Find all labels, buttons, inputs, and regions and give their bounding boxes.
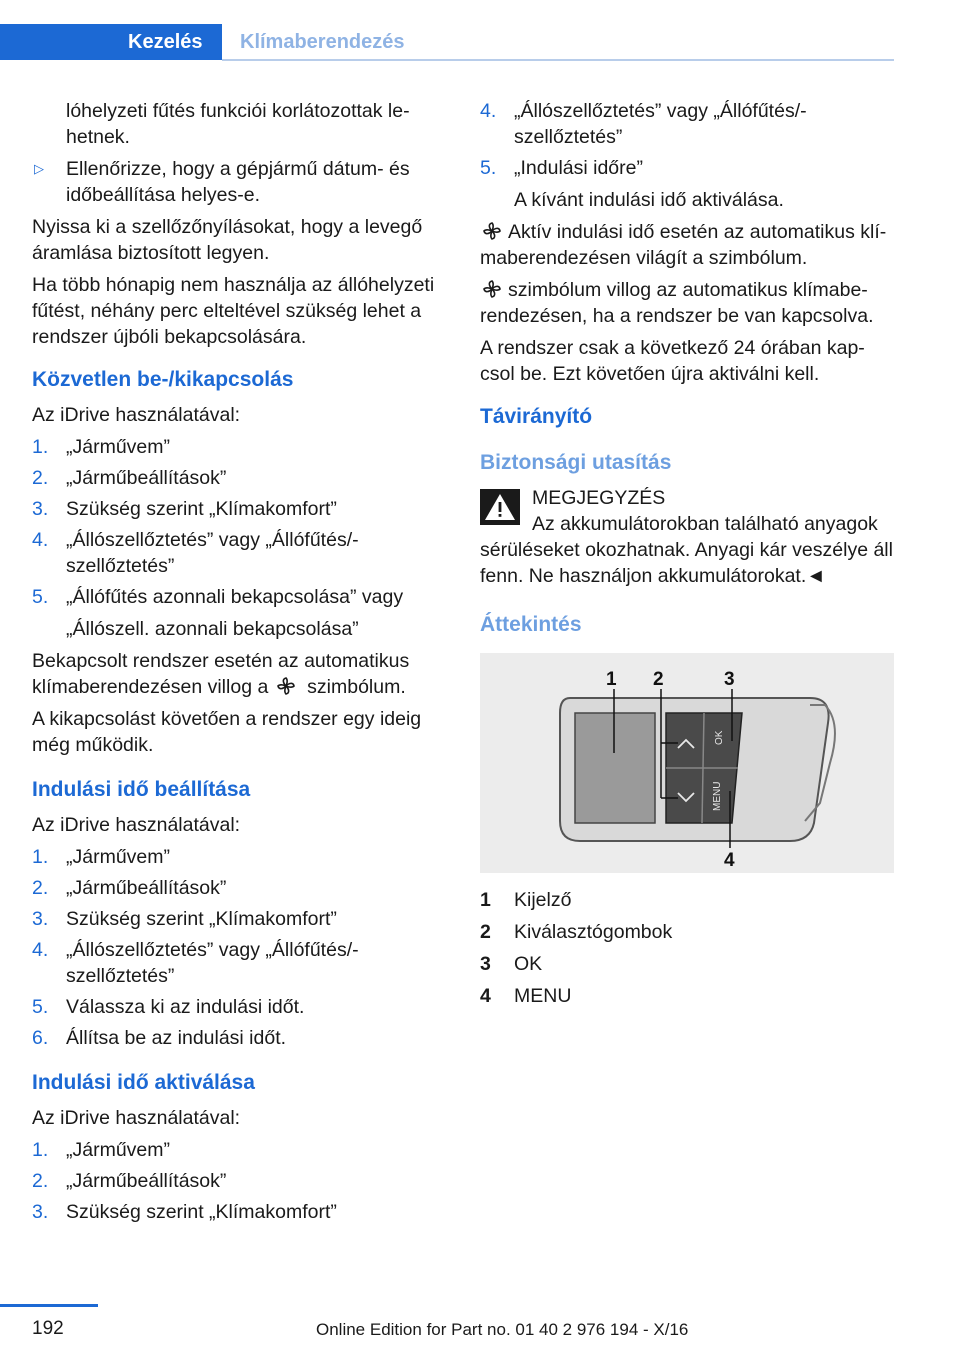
legend-row (480, 919, 898, 945)
legend-number: 2 (480, 921, 491, 943)
fan-icon (276, 676, 296, 696)
list-item (32, 1199, 442, 1225)
legend-text: OK (514, 953, 543, 975)
warning-block (480, 485, 898, 541)
paragraph: A rendszer csak a következő 24 órában kap-csol be. Ezt követően újra aktiválni kell. (480, 337, 865, 385)
list-number: 2. (32, 877, 49, 899)
list-item (32, 496, 442, 522)
legend-number: 1 (480, 889, 491, 911)
list-number: 4. (32, 529, 49, 551)
list-number: 1. (32, 846, 49, 868)
numbered-list (32, 434, 442, 610)
list-number: 5. (480, 157, 497, 179)
list-text: Szükség szerint „Klímakomfort” (66, 908, 337, 930)
callout-3: 3 (724, 669, 735, 690)
right-column (480, 98, 898, 1015)
list-text: „Járműbeállítások” (66, 877, 227, 899)
bullet-item (32, 156, 442, 208)
list-item (480, 98, 898, 150)
list-text: „Állószellőztetés” vagy „Állófűtés/-szellőztetés” (66, 529, 359, 577)
list-number: 2. (32, 1170, 49, 1192)
list-number: 1. (32, 1139, 49, 1161)
list-continuation: „Állószell. azonnali bekapcsolása” (66, 618, 359, 640)
legend-number: 4 (480, 985, 491, 1007)
bullet-text: Ellenőrizze, hogy a gépjármű dátum- és időbeállítása helyes-e. (66, 158, 410, 206)
list-number: 5. (32, 996, 49, 1018)
paragraph (480, 277, 898, 329)
figure-legend (480, 887, 898, 1009)
numbered-list (480, 98, 898, 181)
list-item (32, 875, 442, 901)
list-text: Válassza ki az indulási időt. (66, 996, 305, 1018)
list-item (32, 906, 442, 932)
list-item (32, 1168, 442, 1194)
intro-text: Az iDrive használatával: (32, 404, 241, 426)
section-title: Indulási idő aktiválása (32, 1071, 255, 1094)
page-number: 192 (32, 1318, 64, 1339)
list-text: Állítsa be az indulási időt. (66, 1027, 287, 1049)
legend-row (480, 951, 898, 977)
paragraph-text: szimbólum villog az automatikus klímabe-rendezésen, ha a rendszer be van kapcsolva. (480, 279, 874, 327)
list-text: „Járművem” (66, 436, 171, 458)
section-title: Távirányító (480, 405, 593, 428)
remote-key-figure (480, 653, 894, 873)
list-number: 3. (32, 1201, 49, 1223)
list-text: Szükség szerint „Klímakomfort” (66, 498, 337, 520)
list-item (32, 937, 442, 989)
fan-icon (482, 221, 502, 241)
paragraph-text: Aktív indulási idő esetén az automatikus klí-maberendezésen világít a szimbólum. (480, 221, 887, 269)
list-item (32, 1137, 442, 1163)
triangle-bullet-icon: ▷ (34, 161, 44, 176)
warning-text: Az akkumulátorokban található anyagok sérüléseket okozhatnak. Anyagi kár veszélye áll fenn. Ne használjon akkumulátorokat.◄ (480, 513, 893, 587)
intro-text: Az iDrive használatával: (32, 814, 241, 836)
paragraph-text: szimbólum. (307, 676, 406, 698)
callout-4: 4 (724, 850, 735, 871)
list-continuation: A kívánt indulási idő aktiválása. (514, 189, 784, 211)
header-divider (222, 59, 894, 61)
numbered-list (32, 1137, 442, 1225)
list-text: „Állófűtés azonnali bekapcsolása” vagy (66, 586, 404, 608)
list-text: „Járművem” (66, 1139, 171, 1161)
list-item (32, 527, 442, 579)
list-item (32, 584, 442, 610)
list-number: 4. (32, 939, 49, 961)
list-number: 3. (32, 908, 49, 930)
warning-triangle-icon (480, 489, 520, 525)
header-bar (0, 0, 894, 62)
list-text: „Állószellőztetés” vagy „Állófűtés/-szellőztetés” (66, 939, 359, 987)
paragraph (480, 219, 898, 271)
list-item (32, 844, 442, 870)
paragraph: A kikapcsolást követően a rendszer egy ideig még működik. (32, 708, 422, 756)
list-number: 1. (32, 436, 49, 458)
list-item (480, 155, 898, 181)
list-text: „Járműbeállítások” (66, 467, 227, 489)
callout-1: 1 (606, 669, 617, 690)
list-item (32, 994, 442, 1020)
paragraph-text: Bekapcsolt rendszer esetén az automatikus klímaberendezésen villog a (32, 650, 410, 698)
remote-key-illustration (480, 653, 894, 873)
legend-text: MENU (514, 985, 572, 1007)
intro-text: Az iDrive használatával: (32, 1107, 241, 1129)
continued-paragraph: lóhelyzeti fűtés funkciói korlátozottak le-hetnek. (66, 100, 410, 148)
list-text: „Indulási időre” (514, 157, 643, 179)
left-column (32, 98, 442, 1231)
paragraph (32, 648, 442, 700)
section-title: Közvetlen be-/kikapcsolás (32, 368, 294, 391)
list-number: 5. (32, 586, 49, 608)
paragraph: Nyissa ki a szellőzőnyílásokat, hogy a levegő áramlása biztosított legyen. (32, 216, 423, 264)
legend-row (480, 983, 898, 1009)
callout-2: 2 (653, 669, 664, 690)
fan-icon (482, 279, 502, 299)
list-number: 6. (32, 1027, 49, 1049)
tab-kezeles[interactable]: Kezelés (0, 24, 222, 60)
section-title: Indulási idő beállítása (32, 778, 251, 801)
footer-accent-line (0, 1304, 98, 1307)
paragraph: Ha több hónapig nem használja az állóhelyzeti fűtést, néhány perc elteltével szükség lehet a rendszer újbóli bekapcsolására. (32, 274, 435, 348)
bullet-list (32, 156, 442, 208)
legend-text: Kijelző (514, 889, 572, 911)
legend-text: Kiválasztógombok (514, 921, 673, 943)
numbered-list (32, 844, 442, 1051)
ok-key-label: OK (714, 730, 725, 745)
list-item (32, 465, 442, 491)
menu-key-label: MENU (712, 781, 723, 811)
section-title: Áttekintés (480, 613, 582, 636)
list-text: „Járművem” (66, 846, 171, 868)
list-number: 4. (480, 100, 497, 122)
subsection-title: Biztonsági utasítás (480, 451, 672, 474)
legend-number: 3 (480, 953, 491, 975)
list-text: „Állószellőztetés” vagy „Állófűtés/-szellőztetés” (514, 100, 807, 148)
legend-row (480, 887, 898, 913)
tab-klimaberendezes[interactable]: Klímaberendezés (240, 31, 405, 53)
list-item (32, 1025, 442, 1051)
list-item (32, 434, 442, 460)
list-number: 2. (32, 467, 49, 489)
edition-footer: Online Edition for Part no. 01 40 2 976 194 - X/16 (316, 1320, 689, 1339)
list-text: „Járműbeállítások” (66, 1170, 227, 1192)
warning-label: MEGJEGYZÉS (532, 487, 666, 509)
list-text: Szükség szerint „Klímakomfort” (66, 1201, 337, 1223)
list-number: 3. (32, 498, 49, 520)
